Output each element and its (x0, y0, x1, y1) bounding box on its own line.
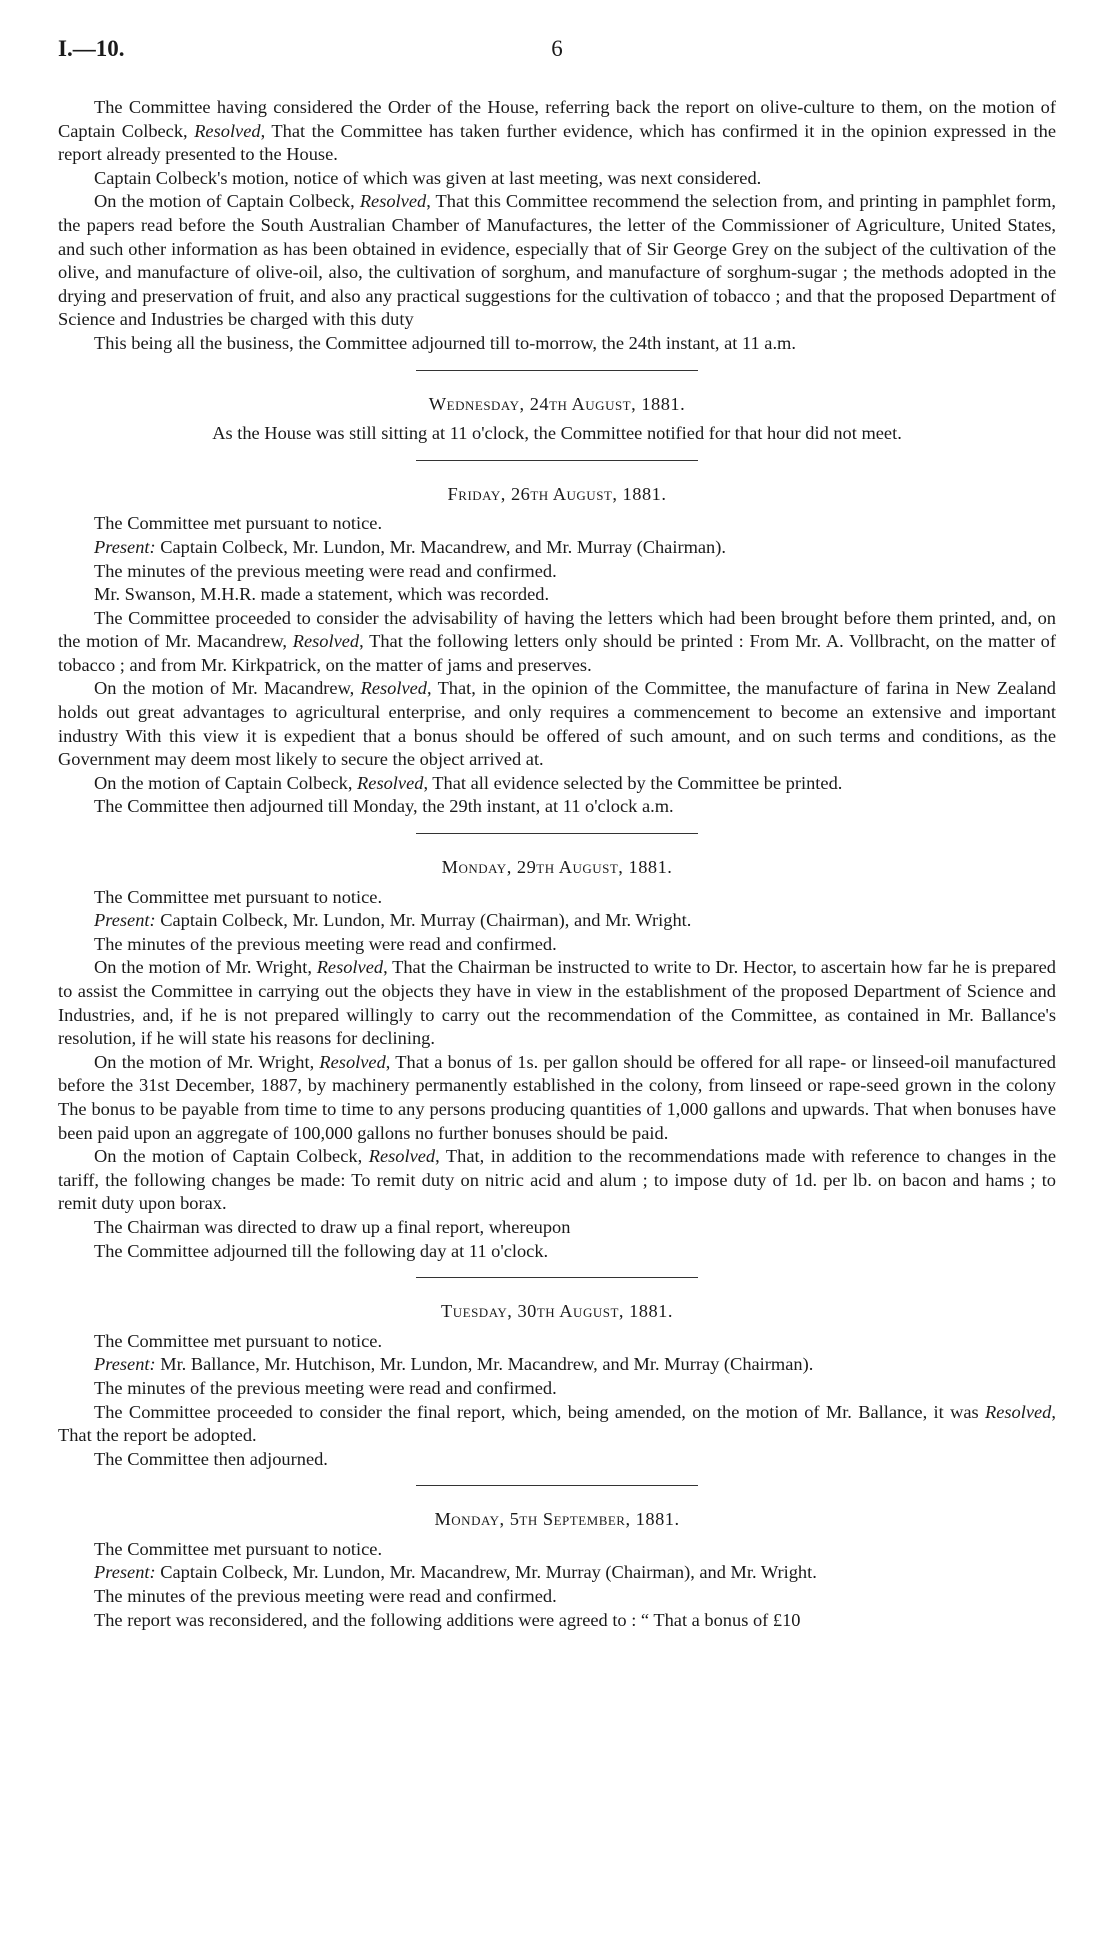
meeting-date-heading: Tuesday, 30th August, 1881. (441, 1301, 673, 1322)
paragraph: The Committee met pursuant to notice. (94, 886, 383, 907)
paragraph: Present: Captain Colbeck, Mr. Lundon, Mr. Macandrew, Mr. Murray (Chairman), and Mr. Wright. (94, 1562, 817, 1583)
paragraph: The Committee met pursuant to notice. (94, 513, 383, 534)
meeting-date-heading: Monday, 29th August, 1881. (441, 857, 673, 878)
paragraph: Mr. Swanson, M.H.R. made a statement, which was recorded. (94, 584, 550, 605)
paragraph: The Committee met pursuant to notice. (94, 1330, 383, 1351)
document-reference: I.—10. (58, 36, 125, 61)
paragraph: Present: Captain Colbeck, Mr. Lundon, Mr. Murray (Chairman), and Mr. Wright. (94, 910, 692, 931)
paragraph: The minutes of the previous meeting were read and confirmed. (94, 1586, 557, 1607)
meeting-section-aug-30 (58, 1300, 1056, 1471)
meeting-date-heading: Monday, 5th September, 1881. (434, 1509, 680, 1530)
document-body (58, 96, 1056, 1632)
paragraph: The Committee proceeded to consider the advisability of having the letters which had been brought before them printed, and, on the motion of Mr. Macandrew, Resolved, That the following letters only should be printed : From Mr. A. Vollbracht, on the matter of tobacco ; and from Mr. Kirkpatrick, on the matter of jams and preserves. (58, 607, 1056, 675)
section-divider (416, 833, 698, 834)
section-divider (416, 1485, 698, 1486)
meeting-section-aug-29 (58, 856, 1056, 1263)
paragraph: Captain Colbeck's motion, notice of which was given at last meeting, was next considered. (94, 167, 762, 188)
paragraph: The minutes of the previous meeting were read and confirmed. (94, 1377, 557, 1398)
meeting-section-aug-26 (58, 483, 1056, 819)
paragraph: This being all the business, the Committee adjourned till to-morrow, the 24th instant, at 11 a.m. (94, 332, 796, 353)
page-number: 6 (551, 36, 563, 61)
paragraph: The Committee having considered the Order of the House, referring back the report on olive-culture to them, on the motion of Captain Colbeck, Resolved, That the Committee has taken further evidence, which has confirmed it in the opinion expressed in the report already presented to the House. (58, 97, 1056, 165)
meeting-section-aug-24 (58, 393, 1056, 446)
paragraph: The minutes of the previous meeting were read and confirmed. (94, 560, 557, 581)
paragraph: On the motion of Mr. Wright, Resolved, That the Chairman be instructed to write to Dr. Hector, to ascertain how far he is prepared to assist the Committee in carrying out the objects they have in view in the establishment of the proposed Department of Science and Industries, and, if he is not prepared willingly to carry out the recommendation of the Committee, as contained in Mr. Ballance's resolution, if he will state his reasons for declining. (58, 957, 1056, 1049)
meeting-date-heading: Friday, 26th August, 1881. (447, 483, 667, 504)
paragraph: On the motion of Mr. Wright, Resolved, That a bonus of 1s. per gallon should be offered for all rape- or linseed-oil manufactured before the 31st December, 1887, by machinery permanently established in the colony, from linseed or rape-seed grown in the colony The bonus to be payable from time to time to any persons producing quantities of 1,000 gallons and upwards. That when bonuses have been paid upon an aggregate of 100,000 gallons no further bonuses should be paid. (58, 1051, 1056, 1143)
paragraph: The Chairman was directed to draw up a final report, whereupon (94, 1216, 571, 1237)
paragraph: On the motion of Captain Colbeck, Resolved, That, in addition to the recommendations made with reference to changes in the tariff, the following changes be made: To remit duty on nitric acid and alum ; to impose duty of 1d. per lb. on bacon and hams ; to remit duty upon borax. (58, 1146, 1057, 1214)
section-divider (416, 370, 698, 371)
paragraph: The minutes of the previous meeting were read and confirmed. (94, 933, 557, 954)
paragraph: The Committee met pursuant to notice. (94, 1538, 383, 1559)
paragraph: The Committee adjourned till the following day at 11 o'clock. (94, 1240, 549, 1261)
paragraph: As the House was still sitting at 11 o'clock, the Committee notified for that hour did not meet. (212, 423, 902, 444)
meeting-date-heading: Wednesday, 24th August, 1881. (428, 393, 686, 414)
paragraph: Present: Mr. Ballance, Mr. Hutchison, Mr. Lundon, Mr. Macandrew, and Mr. Murray (Chairman). (94, 1354, 814, 1375)
intro-block (58, 96, 1056, 356)
paragraph: On the motion of Mr. Macandrew, Resolved, That, in the opinion of the Committee, the manufacture of farina in New Zealand holds out great advantages to agricultural enterprise, and only requires a commencement to become an extensive and important industry With this view it is expedient that a bonus should be offered of such amount, and on such terms and conditions, as the Government may deem most likely to secure the object arrived at. (58, 678, 1056, 770)
paragraph: On the motion of Captain Colbeck, Resolved, That this Committee recommend the selection from, and printing in pamphlet form, the papers read before the South Australian Chamber of Manufactures, the letter of the Commissioner of Agriculture, United States, and such other information as has been obtained in evidence, especially that of Sir George Grey on the subject of the cultivation of the olive, and manufacture of olive-oil, also, the cultivation of sorghum, and manufacture of sorghum-sugar ; the methods adopted in the drying and preservation of fruit, and also any practical suggestions for the cultivation of tobacco ; and that the proposed Department of Science and Industries be charged with this duty (58, 191, 1057, 330)
meeting-section-sep-5 (58, 1508, 1056, 1632)
paragraph: On the motion of Captain Colbeck, Resolved, That all evidence selected by the Committee be printed. (94, 772, 843, 793)
page-header (58, 36, 1056, 76)
paragraph: The Committee then adjourned. (94, 1448, 328, 1469)
section-divider (416, 1277, 698, 1278)
paragraph: Present: Captain Colbeck, Mr. Lundon, Mr. Macandrew, and Mr. Murray (Chairman). (94, 536, 726, 557)
paragraph: The Committee then adjourned till Monday, the 29th instant, at 11 o'clock a.m. (94, 796, 674, 817)
paragraph: The Committee proceeded to consider the final report, which, being amended, on the motion of Mr. Ballance, it was Resolved, That the report be adopted. (58, 1401, 1056, 1446)
paragraph: The report was reconsidered, and the following additions were agreed to : “ That a bonus of £10 (94, 1609, 801, 1630)
section-divider (416, 460, 698, 461)
